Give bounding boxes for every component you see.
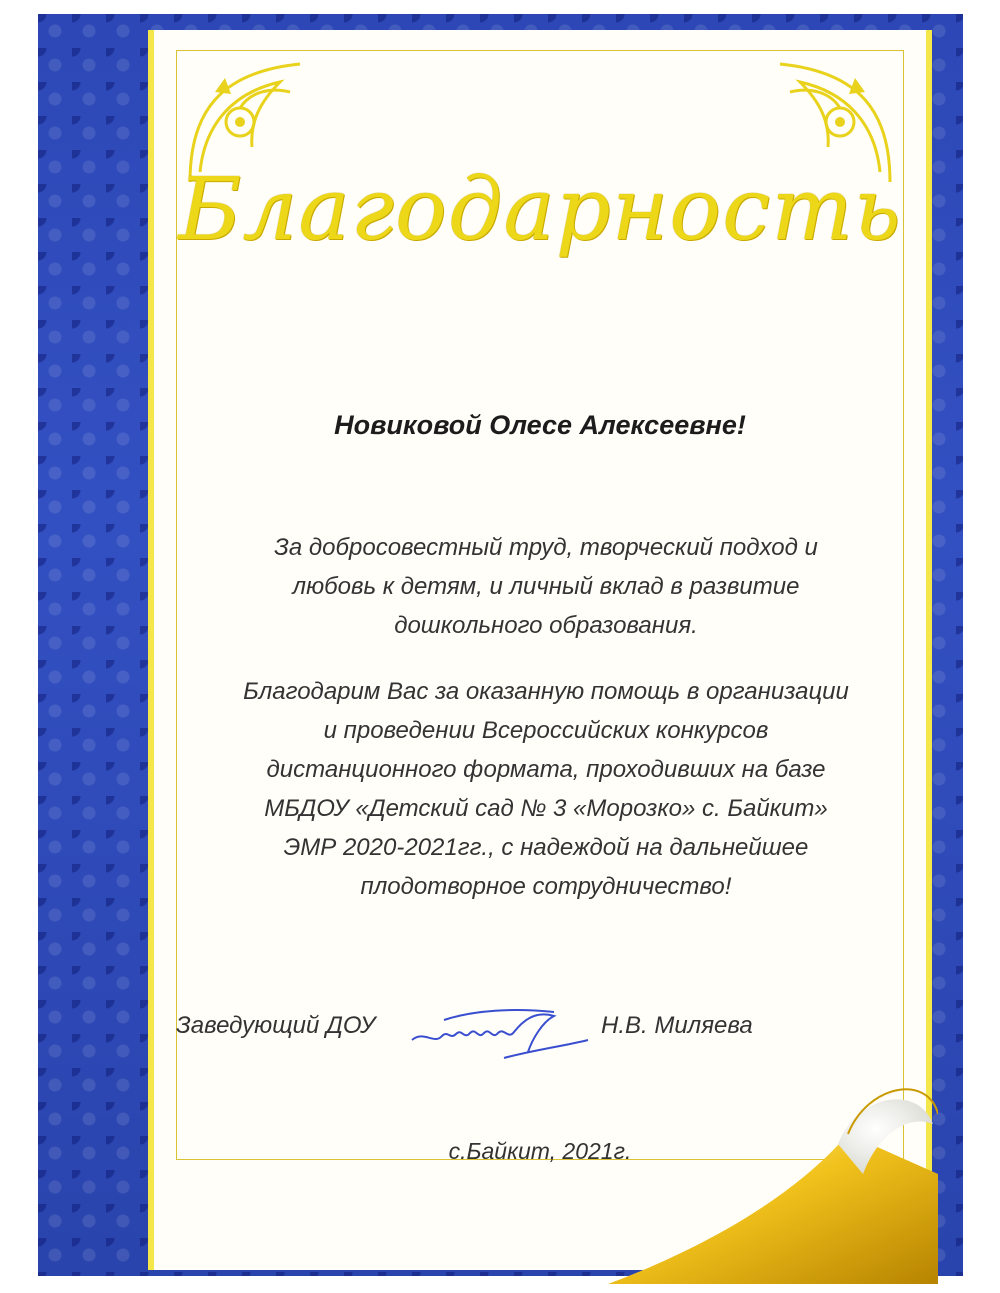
text-line: МБДОУ «Детский сад № 3 «Морозко» с. Байкит» (264, 795, 828, 822)
text-line: любовь к детям, и личный вклад в развитие (292, 573, 800, 600)
text-line: Благодарим Вас за оказанную помощь в организации (243, 678, 849, 705)
certificate-title: Благодарность (178, 160, 902, 260)
gratitude-paragraph-1 (194, 528, 898, 645)
certificate-border (38, 14, 963, 1276)
recipient-name: Новиковой Олесе Алексеевне! (334, 410, 746, 440)
text-line: и проведении Всероссийских конкурсов (323, 717, 769, 744)
text-line: плодотворное сотрудничество! (360, 873, 732, 900)
signature-icon (404, 1000, 594, 1070)
signatory-position: Заведующий ДОУ (176, 1012, 376, 1039)
text-line: За добросовестный труд, творческий подход и (274, 534, 818, 561)
text-line: ЭМР 2020-2021гг., с надеждой на дальнейшее (283, 834, 809, 861)
text-line: дошкольного образования. (394, 612, 698, 639)
text-line: дистанционного формата, проходивших на базе (266, 756, 826, 783)
signatory-name: Н.В. Миляева (601, 1012, 753, 1039)
place-date: с.Байкит, 2021г. (448, 1138, 632, 1164)
page-curl-icon (608, 1054, 938, 1284)
gratitude-paragraph-2 (194, 672, 898, 906)
certificate-card (148, 30, 932, 1270)
